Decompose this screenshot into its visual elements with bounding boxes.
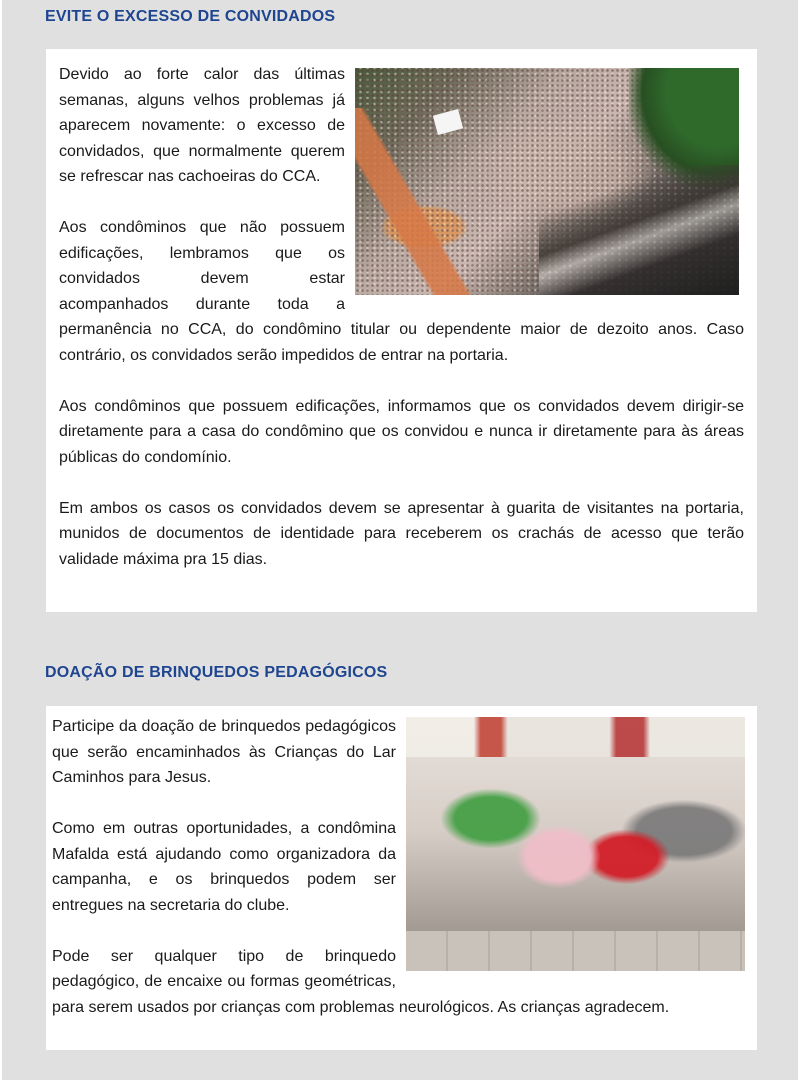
paragraph: Em ambos os casos os convidados devem se apresentar à guarita de visitantes na portaria, munidos de documentos de identidade para receberem os crachás de acesso que terão validade máxima pra 15 dias.	[59, 499, 744, 568]
article-brinquedos	[46, 706, 757, 1050]
paragraph: Aos condôminos que não possuem edificações, lembramos que os convidados devem estar acompanhados durante toda a permanência no CCA, do condômino titular ou dependente maior de dezoito anos. Caso contrário, os convidados serão impedidos de entrar na portaria.	[59, 219, 744, 364]
section-title-convidados: EVITE O EXCESSO DE CONVIDADOS	[45, 8, 336, 25]
paragraph: Aos condôminos que possuem edificações, informamos que os convidados devem dirigir-se diretamente para a casa do condômino que os convidou e nunca ir diretamente para às áreas públicas do condomínio.	[59, 397, 744, 466]
children-puppets-photo	[406, 717, 745, 971]
paragraph: Devido ao forte calor das últimas semanas, alguns velhos problemas já aparecem novamente: o excesso de convidados, que normalmente querem se refrescar nas cachoeiras do CCA.	[59, 66, 345, 185]
article-body	[52, 714, 751, 1020]
article-convidados	[46, 49, 757, 612]
paragraph: Pode ser qualquer tipo de brinquedo pedagógico, de encaixe ou formas geométricas, para serem usados por crianças com problemas neurológicos. As crianças agradecem.	[52, 947, 670, 1016]
article-body	[59, 62, 744, 572]
section-title-brinquedos: DOAÇÃO DE BRINQUEDOS PEDAGÓGICOS	[45, 664, 388, 681]
paragraph: Participe da doação de brinquedos pedagógicos que serão encaminhados às Crianças do Lar Caminhos para Jesus.	[52, 718, 396, 786]
waterfall-crowd-photo	[355, 68, 739, 295]
paragraph: Como em outras oportunidades, a condômina Mafalda está ajudando como organizadora da campanha, e os brinquedos podem ser entregues na secretaria do clube.	[52, 820, 396, 914]
